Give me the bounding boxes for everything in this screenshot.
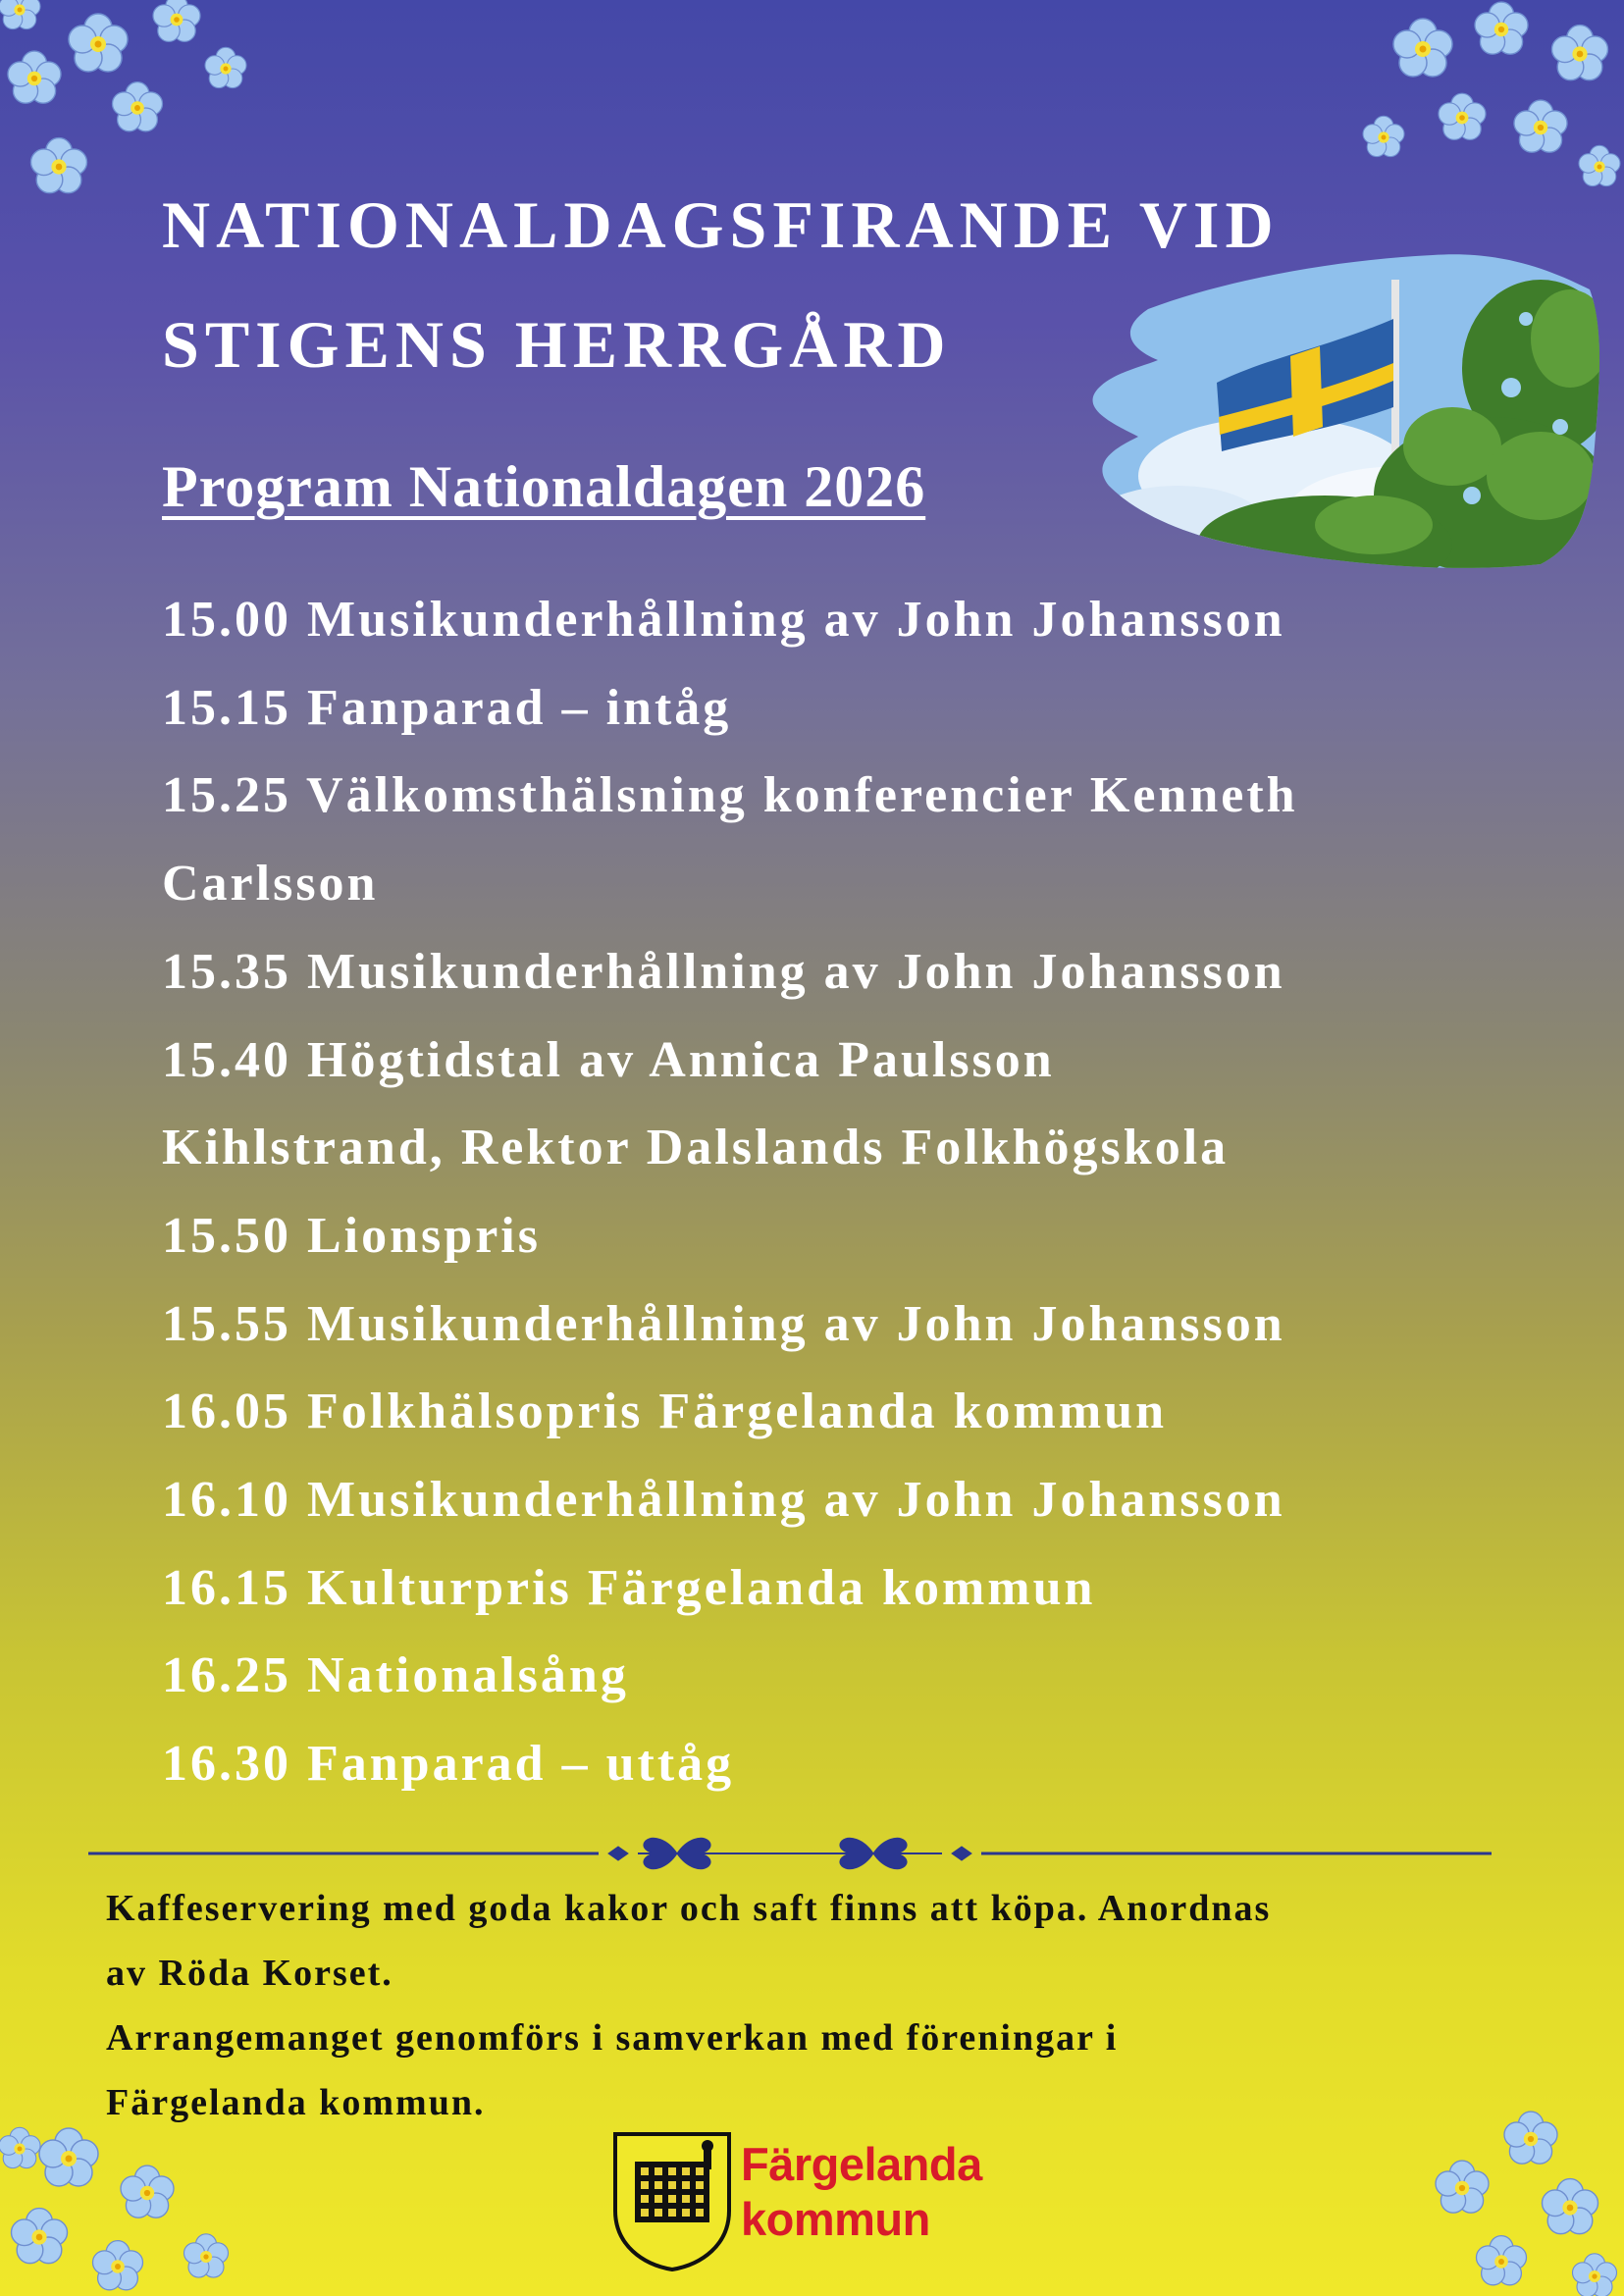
program-line: 15.25 Välkomsthälsning konferencier Kenneth xyxy=(162,767,1298,824)
program-line: 16.15 Kulturpris Färgelanda kommun xyxy=(162,1559,1096,1616)
logo-name-line-1: Färgelanda xyxy=(741,2138,982,2190)
program-line: Carlsson xyxy=(162,856,379,913)
info-text xyxy=(106,1876,1519,2135)
program-line: 15.35 Musikunderhållning av John Johansson xyxy=(162,943,1285,1000)
ornamental-divider xyxy=(88,1827,1492,1876)
program-line: Kihlstrand, Rektor Dalslands Folkhögskola xyxy=(162,1120,1230,1176)
program-line: 15.40 Högtidstal av Annica Paulsson xyxy=(162,1031,1055,1088)
info-line: Färgelanda kommun. xyxy=(106,2082,486,2123)
poster-title-line-2: STIGENS HERRGÅRD xyxy=(162,307,952,382)
program-line: 15.00 Musikunderhållning av John Johansson xyxy=(162,592,1285,648)
poster-title xyxy=(162,165,1388,404)
logo-name-line-2: kommun xyxy=(741,2193,930,2245)
program-line: 16.25 Nationalsång xyxy=(162,1647,629,1704)
program-line: 15.50 Lionspris xyxy=(162,1207,541,1264)
info-line: Arrangemanget genomförs i samverkan med föreningar i xyxy=(106,2017,1119,2059)
poster-title-line-1: NATIONALDAGSFIRANDE VID xyxy=(162,187,1280,262)
info-line: av Röda Korset. xyxy=(106,1953,393,1994)
program-line: 16.10 Musikunderhållning av John Johansson xyxy=(162,1472,1285,1529)
program-line: 16.30 Fanparad – uttåg xyxy=(162,1736,735,1793)
program-line: 15.55 Musikunderhållning av John Johansson xyxy=(162,1295,1285,1352)
program-heading: Program Nationaldagen 2026 xyxy=(162,454,926,519)
info-line: Kaffeservering med goda kakor och saft finns att köpa. Anordnas xyxy=(106,1888,1272,1929)
program-list xyxy=(162,576,1467,1808)
municipality-logo-name xyxy=(741,2137,982,2247)
program-line: 15.15 Fanparad – intåg xyxy=(162,679,732,736)
program-line: 16.05 Folkhälsopris Färgelanda kommun xyxy=(162,1383,1168,1440)
